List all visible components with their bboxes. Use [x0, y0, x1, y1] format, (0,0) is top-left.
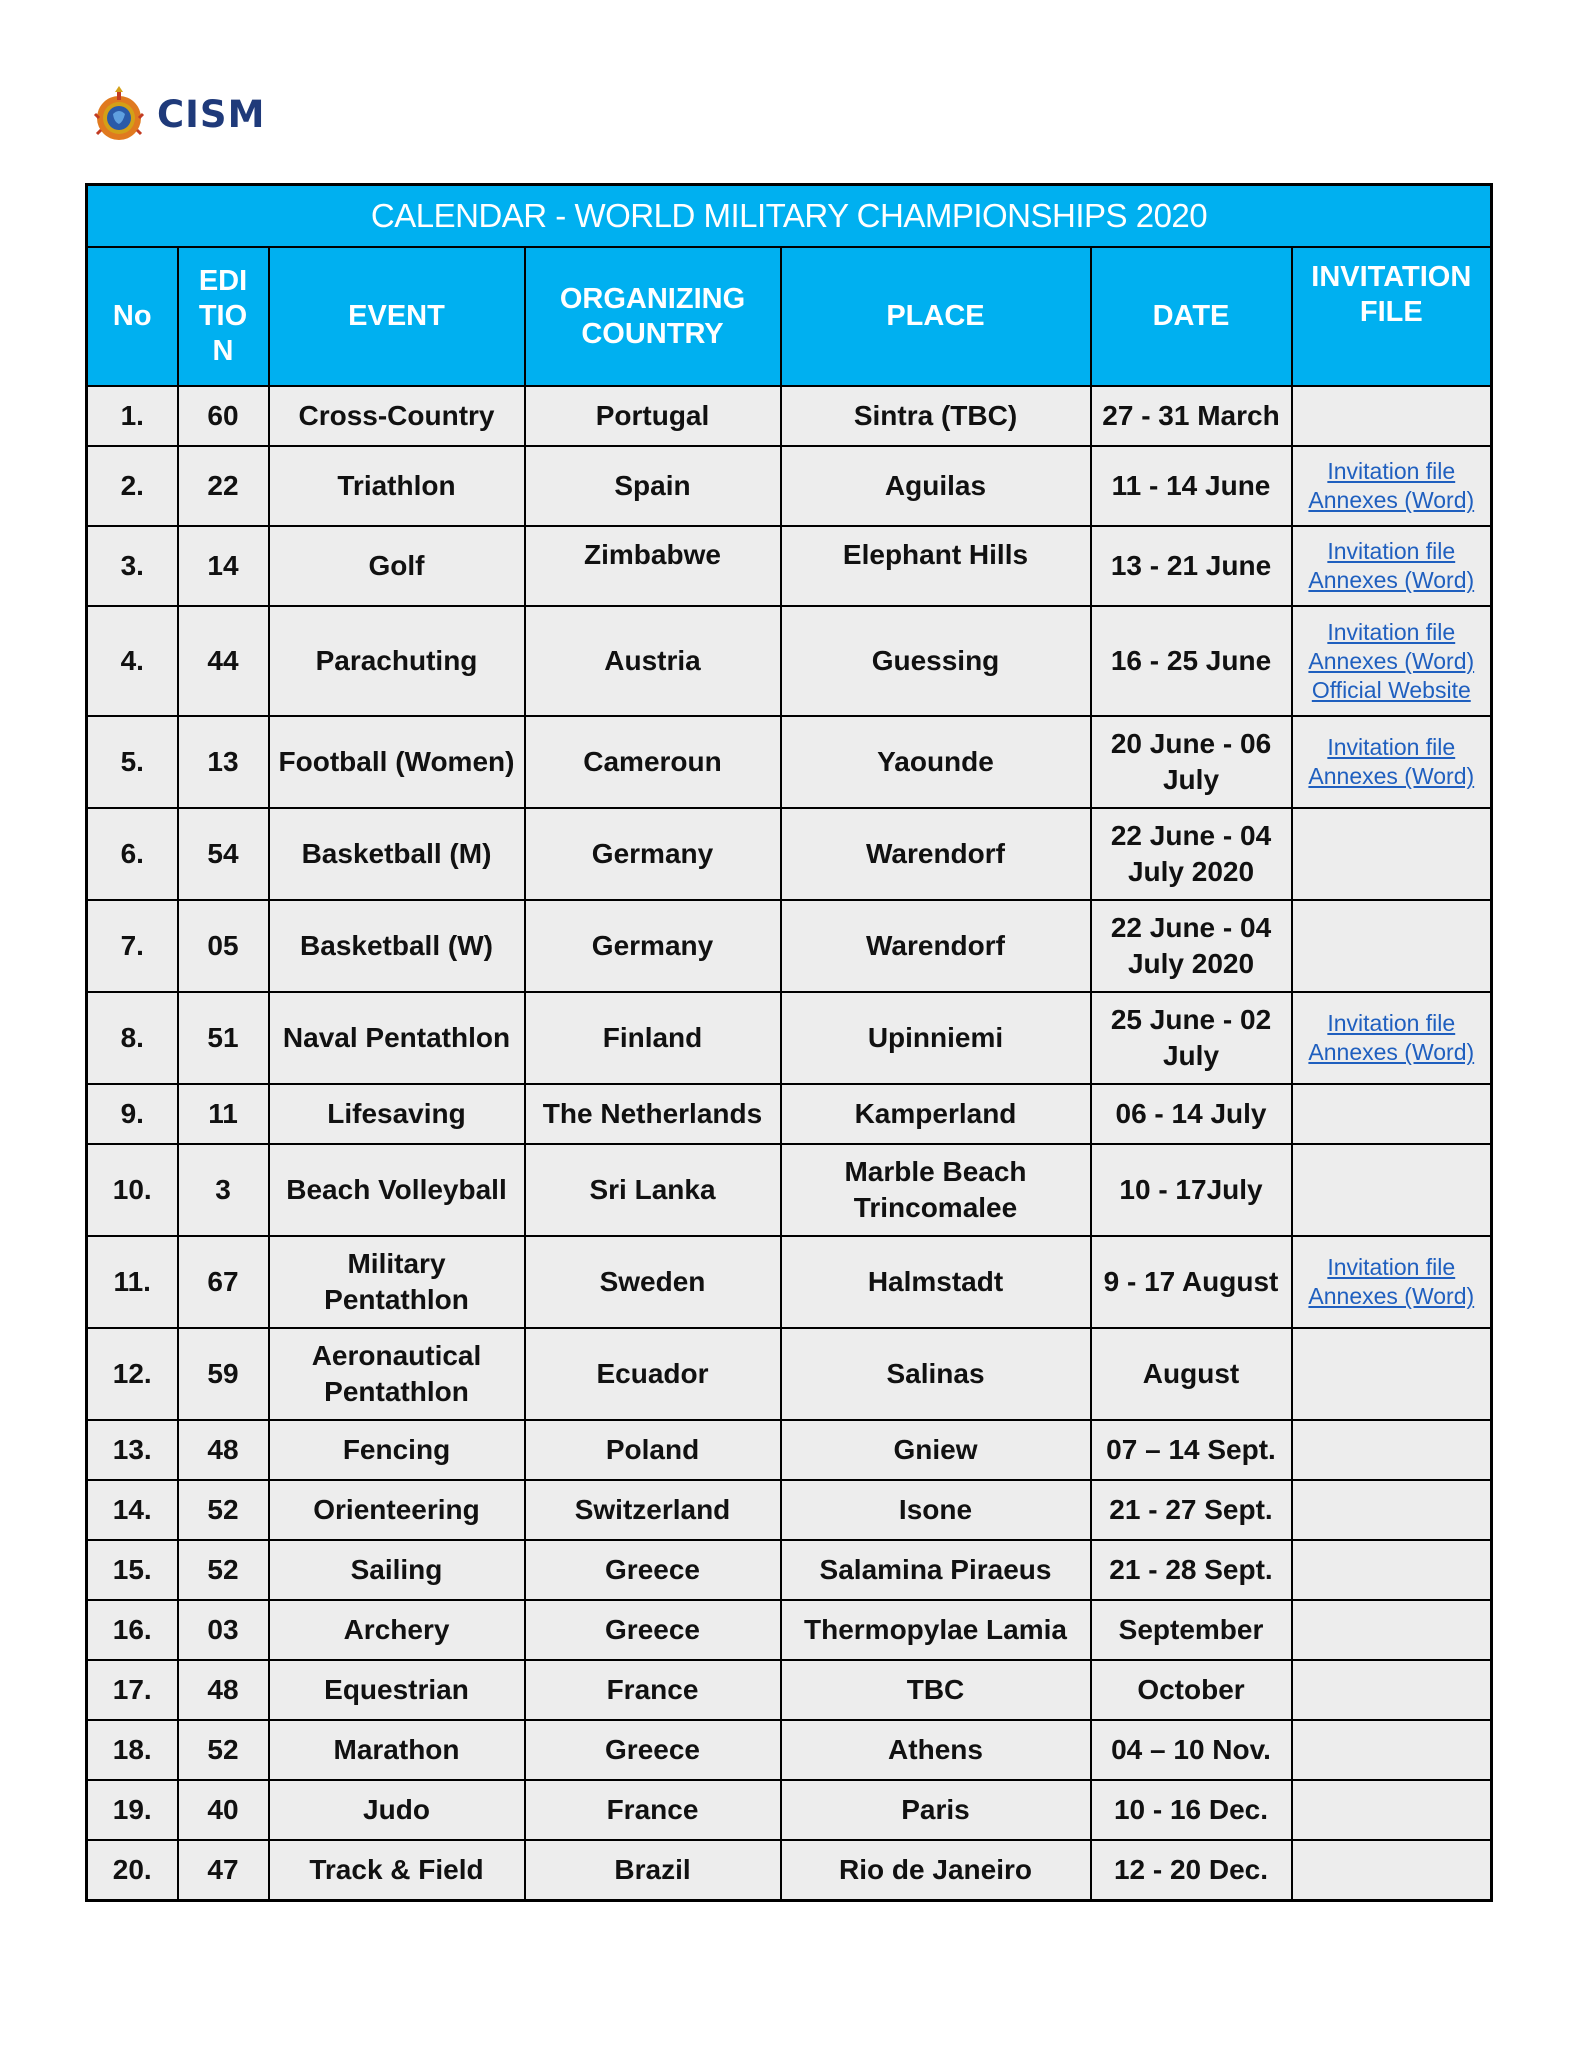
cell-place: Gniew [781, 1420, 1091, 1480]
cell-event: Golf [269, 526, 525, 606]
table-row [87, 1420, 1492, 1480]
cell-no: 12. [87, 1328, 178, 1420]
cell-event: Marathon [269, 1720, 525, 1780]
cell-no: 6. [87, 808, 178, 900]
cell-edition: 48 [178, 1420, 269, 1480]
cell-country: Greece [525, 1720, 781, 1780]
cell-place: Kamperland [781, 1084, 1091, 1144]
cell-invitation [1292, 1780, 1492, 1840]
cell-country: France [525, 1660, 781, 1720]
championships-calendar-table [85, 183, 1493, 1902]
cell-event: Football (Women) [269, 716, 525, 808]
invitation-link[interactable]: Invitation file [1327, 538, 1456, 564]
cell-place: Thermopylae Lamia [781, 1600, 1091, 1660]
cell-invitation [1292, 1660, 1492, 1720]
cell-no: 3. [87, 526, 178, 606]
cell-no: 13. [87, 1420, 178, 1480]
cell-place: Salamina Piraeus [781, 1540, 1091, 1600]
table-row [87, 1840, 1492, 1900]
cell-country: Sweden [525, 1236, 781, 1328]
cell-date: 07 – 14 Sept. [1091, 1420, 1292, 1480]
cell-invitation [1292, 808, 1492, 900]
cell-no: 4. [87, 606, 178, 716]
cell-event: Aeronautical Pentathlon [269, 1328, 525, 1420]
cell-date: 27 - 31 March [1091, 386, 1292, 446]
cell-place: Halmstadt [781, 1236, 1091, 1328]
cell-invitation [1292, 386, 1492, 446]
cell-edition: 52 [178, 1720, 269, 1780]
invitation-link[interactable]: Invitation file [1327, 734, 1456, 760]
cell-no: 8. [87, 992, 178, 1084]
invitation-link[interactable]: Annexes (Word) [1308, 567, 1475, 593]
cell-no: 11. [87, 1236, 178, 1328]
cell-date: August [1091, 1328, 1292, 1420]
cell-country: The Netherlands [525, 1084, 781, 1144]
cell-country: Spain [525, 446, 781, 526]
cell-edition: 52 [178, 1540, 269, 1600]
table-row [87, 1084, 1492, 1144]
table-row [87, 1480, 1492, 1540]
cell-place: Guessing [781, 606, 1091, 716]
cell-no: 20. [87, 1840, 178, 1900]
cell-no: 7. [87, 900, 178, 992]
header-event: EVENT [269, 247, 525, 386]
cell-place: Athens [781, 1720, 1091, 1780]
cell-date: 22 June - 04 July 2020 [1091, 808, 1292, 900]
cell-edition: 54 [178, 808, 269, 900]
table-row [87, 1660, 1492, 1720]
cell-country: Austria [525, 606, 781, 716]
cell-place: Warendorf [781, 900, 1091, 992]
table-row [87, 1328, 1492, 1420]
cell-event: Fencing [269, 1420, 525, 1480]
table-row [87, 992, 1492, 1084]
cell-place: Upinniemi [781, 992, 1091, 1084]
cell-no: 18. [87, 1720, 178, 1780]
cell-no: 14. [87, 1480, 178, 1540]
cell-date: September [1091, 1600, 1292, 1660]
invitation-link[interactable]: Invitation file [1327, 458, 1456, 484]
cell-place: Marble Beach Trincomalee [781, 1144, 1091, 1236]
cell-invitation [1292, 1720, 1492, 1780]
table-row [87, 1600, 1492, 1660]
cell-date: 20 June - 06 July [1091, 716, 1292, 808]
cell-date: 10 - 17July [1091, 1144, 1292, 1236]
cell-no: 1. [87, 386, 178, 446]
cell-edition: 67 [178, 1236, 269, 1328]
cell-invitation [1292, 1084, 1492, 1144]
cell-edition: 3 [178, 1144, 269, 1236]
cell-country: Finland [525, 992, 781, 1084]
cell-date: 25 June - 02 July [1091, 992, 1292, 1084]
cell-no: 17. [87, 1660, 178, 1720]
cell-country: Cameroun [525, 716, 781, 808]
cell-event: Beach Volleyball [269, 1144, 525, 1236]
cell-event: Naval Pentathlon [269, 992, 525, 1084]
cell-place: Elephant Hills [781, 526, 1091, 606]
cell-place: Yaounde [781, 716, 1091, 808]
cell-edition: 47 [178, 1840, 269, 1900]
table-row [87, 526, 1492, 606]
cell-country: Portugal [525, 386, 781, 446]
cell-edition: 22 [178, 446, 269, 526]
header-no: No [87, 247, 178, 386]
cell-date: 9 - 17 August [1091, 1236, 1292, 1328]
cell-place: Isone [781, 1480, 1091, 1540]
header-invitation-file: INVITATION FILE [1292, 247, 1492, 386]
cell-invitation [1292, 606, 1492, 716]
cell-place: Warendorf [781, 808, 1091, 900]
cell-country: Sri Lanka [525, 1144, 781, 1236]
cell-invitation [1292, 1420, 1492, 1480]
invitation-link[interactable]: Annexes (Word) [1308, 647, 1475, 674]
header-row [87, 247, 1492, 386]
invitation-link[interactable]: Annexes (Word) [1308, 763, 1475, 789]
cell-country: Germany [525, 900, 781, 992]
cell-date: 16 - 25 June [1091, 606, 1292, 716]
header-edition: EDI TIO N [178, 247, 269, 386]
table-row [87, 1720, 1492, 1780]
table-row [87, 1144, 1492, 1236]
cell-edition: 13 [178, 716, 269, 808]
cell-event: Judo [269, 1780, 525, 1840]
cell-date: 04 – 10 Nov. [1091, 1720, 1292, 1780]
cell-country: Brazil [525, 1840, 781, 1900]
table-row [87, 900, 1492, 992]
cell-event: Parachuting [269, 606, 525, 716]
cell-no: 5. [87, 716, 178, 808]
cell-event: Basketball (W) [269, 900, 525, 992]
cell-invitation [1292, 1144, 1492, 1236]
cell-invitation [1292, 1328, 1492, 1420]
cell-invitation [1292, 526, 1492, 606]
cell-country: Greece [525, 1600, 781, 1660]
cell-edition: 51 [178, 992, 269, 1084]
cell-edition: 14 [178, 526, 269, 606]
cell-invitation [1292, 1840, 1492, 1900]
cell-date: 10 - 16 Dec. [1091, 1780, 1292, 1840]
cell-edition: 05 [178, 900, 269, 992]
cell-date: 12 - 20 Dec. [1091, 1840, 1292, 1900]
cell-no: 9. [87, 1084, 178, 1144]
table-row [87, 1236, 1492, 1328]
table-title: CALENDAR - WORLD MILITARY CHAMPIONSHIPS 2020 [87, 185, 1492, 248]
cell-edition: 40 [178, 1780, 269, 1840]
cell-event: Cross-Country [269, 386, 525, 446]
cell-invitation [1292, 900, 1492, 992]
cell-edition: 44 [178, 606, 269, 716]
cism-emblem-icon [93, 84, 145, 144]
table-row [87, 1540, 1492, 1600]
cell-event: Basketball (M) [269, 808, 525, 900]
cell-country: Ecuador [525, 1328, 781, 1420]
cell-country: Germany [525, 808, 781, 900]
cell-date: October [1091, 1660, 1292, 1720]
cell-no: 16. [87, 1600, 178, 1660]
table-row [87, 1780, 1492, 1840]
cell-place: Salinas [781, 1328, 1091, 1420]
cell-place: Aguilas [781, 446, 1091, 526]
cell-place: Paris [781, 1780, 1091, 1840]
header-organizing-country: ORGANIZING COUNTRY [525, 247, 781, 386]
cell-event: Archery [269, 1600, 525, 1660]
cell-country: Zimbabwe [525, 526, 781, 606]
cell-invitation [1292, 1540, 1492, 1600]
cell-event: Military Pentathlon [269, 1236, 525, 1328]
cell-date: 21 - 27 Sept. [1091, 1480, 1292, 1540]
cell-country: Switzerland [525, 1480, 781, 1540]
cell-no: 2. [87, 446, 178, 526]
cell-date: 06 - 14 July [1091, 1084, 1292, 1144]
cell-invitation [1292, 716, 1492, 808]
table-body [87, 386, 1492, 1900]
cell-event: Triathlon [269, 446, 525, 526]
cell-place: Sintra (TBC) [781, 386, 1091, 446]
cell-event: Track & Field [269, 1840, 525, 1900]
table-row [87, 386, 1492, 446]
cell-event: Sailing [269, 1540, 525, 1600]
table-row [87, 606, 1492, 716]
cell-place: Rio de Janeiro [781, 1840, 1091, 1900]
cell-invitation [1292, 1600, 1492, 1660]
cell-no: 15. [87, 1540, 178, 1600]
table-row [87, 808, 1492, 900]
cell-event: Equestrian [269, 1660, 525, 1720]
invitation-link[interactable]: Invitation file [1327, 1010, 1456, 1036]
cell-edition: 52 [178, 1480, 269, 1540]
invitation-link[interactable]: Annexes (Word) [1308, 1283, 1475, 1309]
cell-event: Lifesaving [269, 1084, 525, 1144]
invitation-link[interactable]: Annexes (Word) [1308, 487, 1475, 513]
cell-invitation [1292, 992, 1492, 1084]
cell-country: Greece [525, 1540, 781, 1600]
brand-name: CISM [157, 92, 266, 136]
cell-date: 13 - 21 June [1091, 526, 1292, 606]
invitation-link[interactable]: Invitation file [1327, 618, 1456, 645]
cell-event: Orienteering [269, 1480, 525, 1540]
header-place: PLACE [781, 247, 1091, 386]
cell-edition: 60 [178, 386, 269, 446]
invitation-link[interactable]: Invitation file [1327, 1254, 1456, 1280]
cell-date: 21 - 28 Sept. [1091, 1540, 1292, 1600]
cell-edition: 48 [178, 1660, 269, 1720]
cell-place: TBC [781, 1660, 1091, 1720]
cell-invitation [1292, 1480, 1492, 1540]
cell-date: 11 - 14 June [1091, 446, 1292, 526]
cism-logo [93, 84, 265, 144]
cell-invitation [1292, 1236, 1492, 1328]
cell-country: Poland [525, 1420, 781, 1480]
cell-no: 10. [87, 1144, 178, 1236]
header-date: DATE [1091, 247, 1292, 386]
cell-invitation [1292, 446, 1492, 526]
cell-date: 22 June - 04 July 2020 [1091, 900, 1292, 992]
cell-no: 19. [87, 1780, 178, 1840]
invitation-link[interactable]: Annexes (Word) [1308, 1039, 1475, 1065]
cell-country: France [525, 1780, 781, 1840]
invitation-link[interactable]: Official Website [1311, 676, 1471, 703]
cell-edition: 03 [178, 1600, 269, 1660]
table-row [87, 716, 1492, 808]
cell-edition: 11 [178, 1084, 269, 1144]
cell-edition: 59 [178, 1328, 269, 1420]
table-row [87, 446, 1492, 526]
